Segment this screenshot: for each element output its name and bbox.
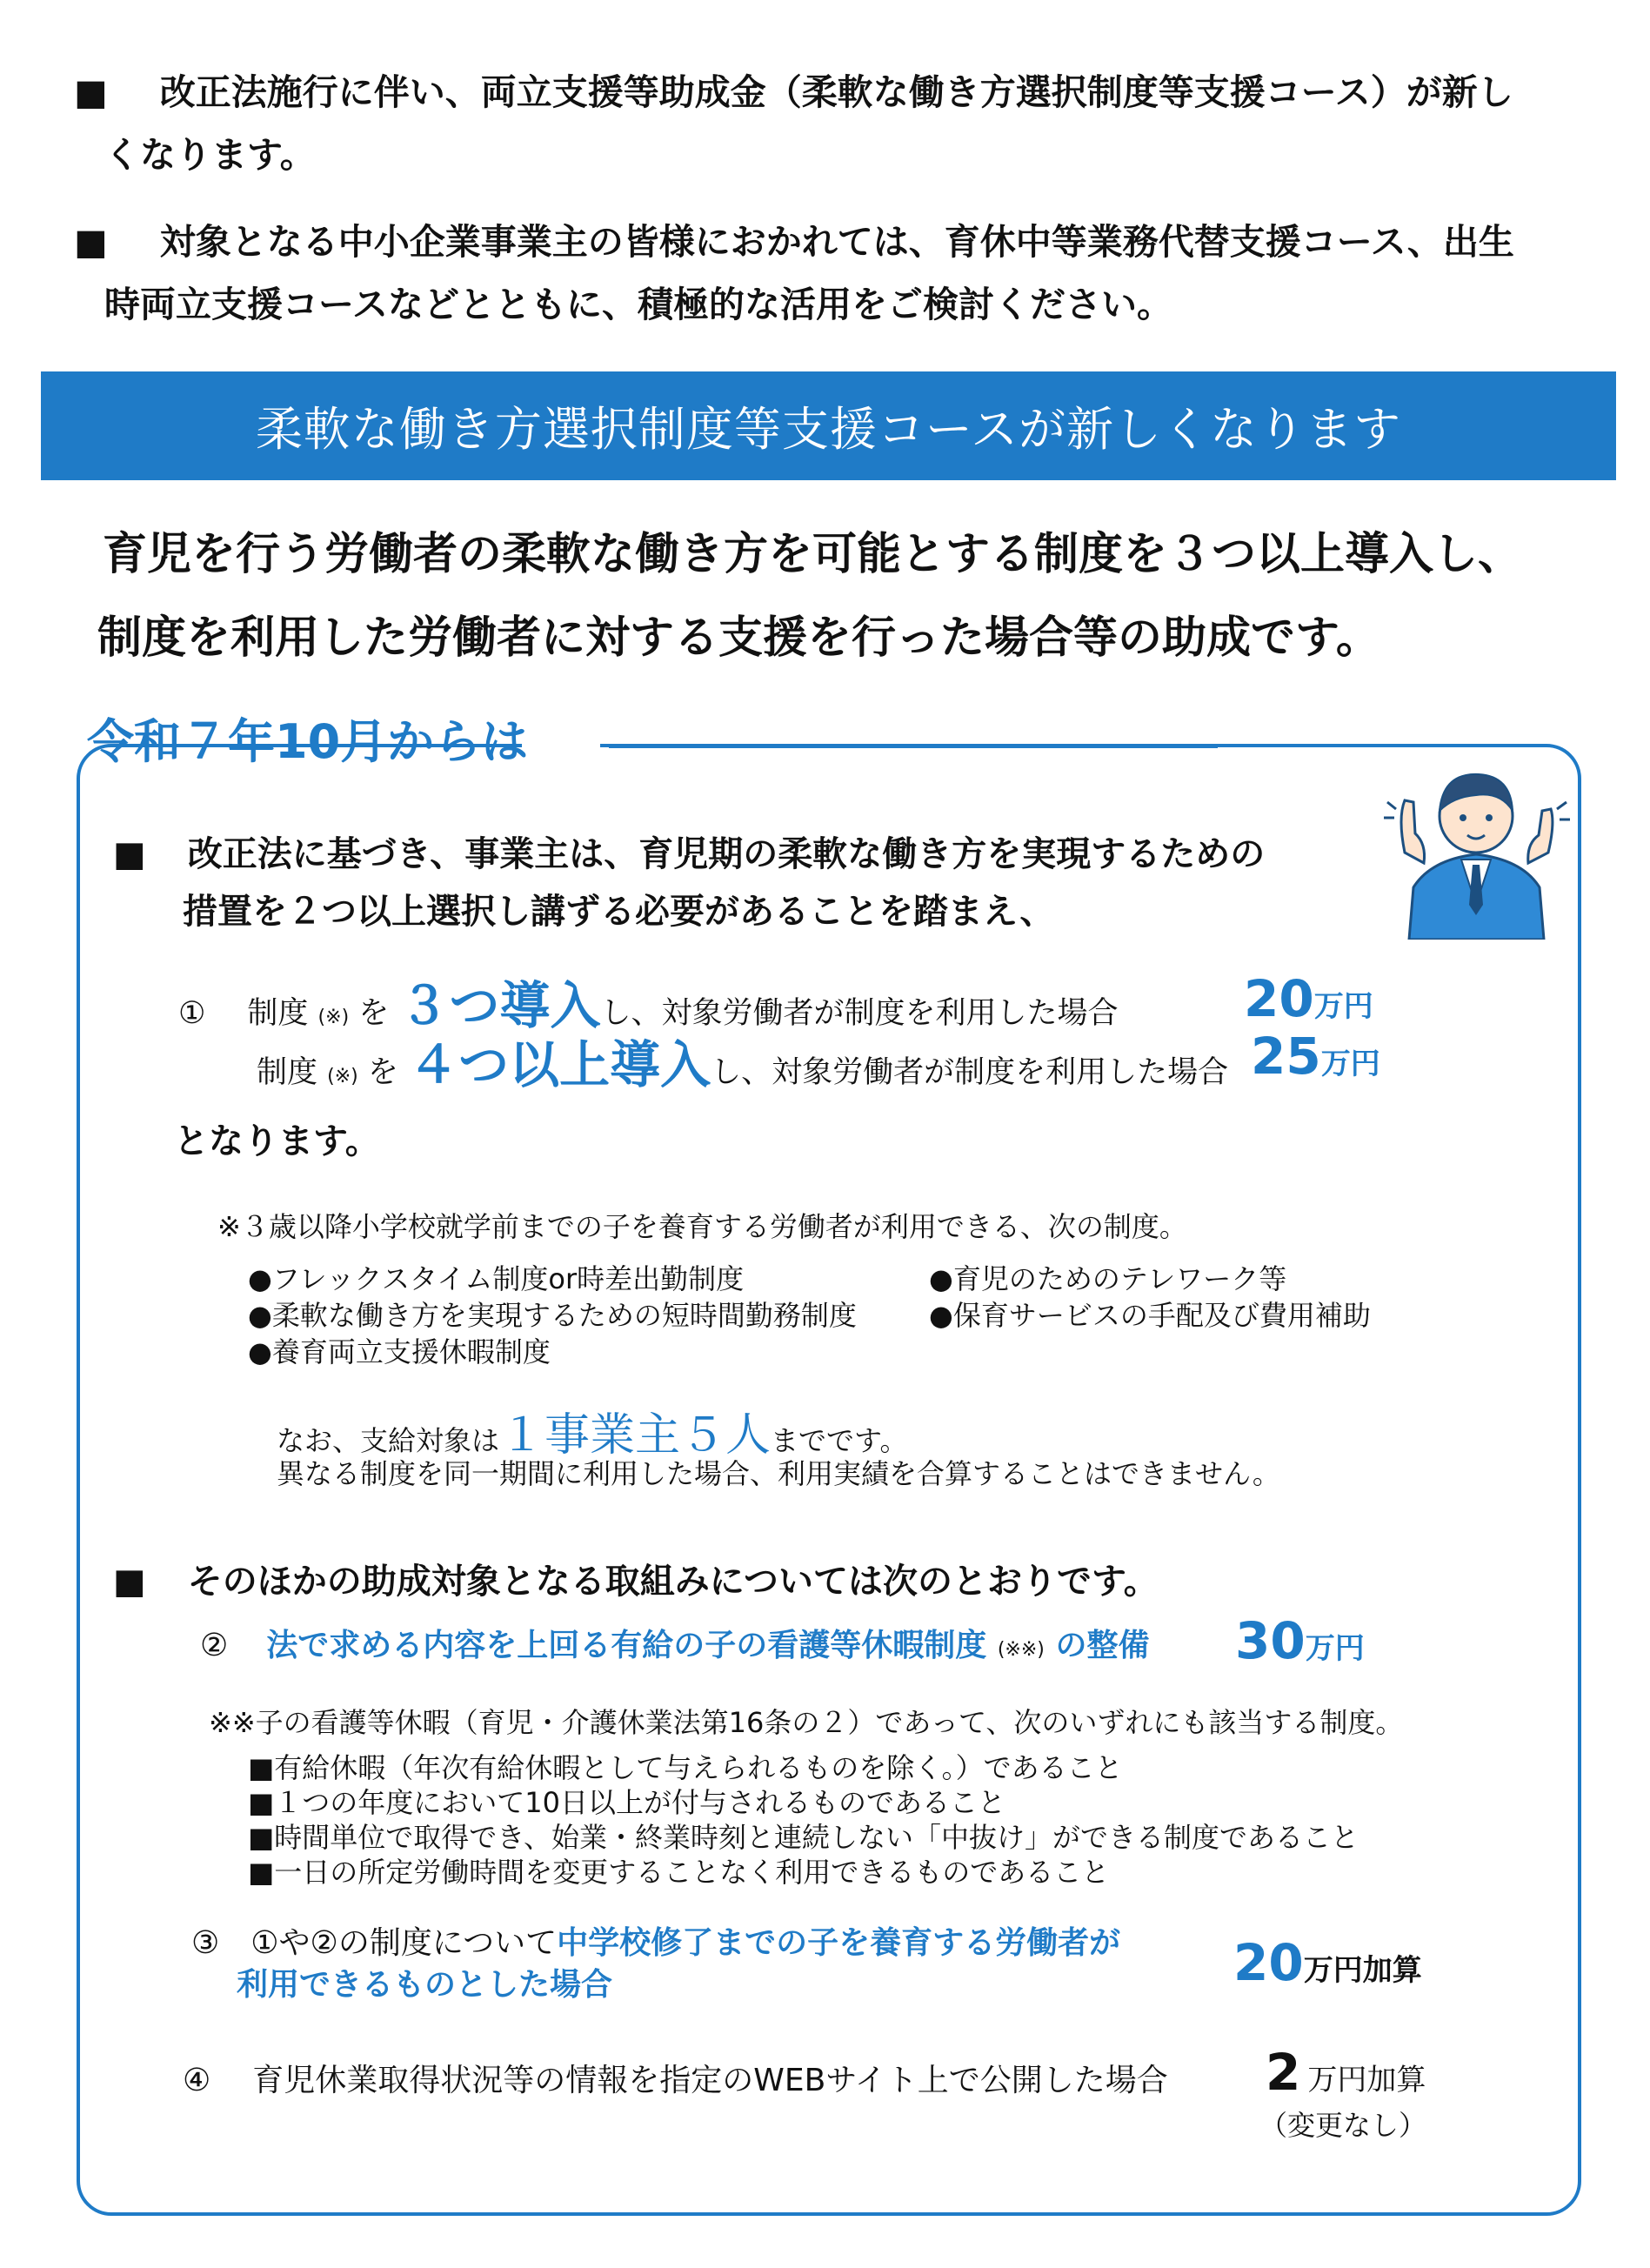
item2-text: 法で求める内容を上回る有給の子の看護等休暇制度: [266, 1628, 987, 1663]
item1-four-systems: ４つ以上導入: [408, 1035, 711, 1094]
item1-row1-amount: [1244, 969, 1373, 1028]
item1-row2: [257, 1037, 1228, 1105]
item1-note-mark: (※): [317, 1007, 350, 1028]
kango-note-head: ※※子の看護等休暇（育児・介護休業法第16条の２）であって、次のいずれにも該当する制度。: [209, 1706, 1404, 1739]
item1-seido-label: 制度: [247, 996, 309, 1031]
item2-amount-value: 30: [1235, 1611, 1306, 1670]
item4-unchanged: （変更なし）: [1259, 2109, 1427, 2142]
condition-1: ■有給休暇（年次有給休暇として与えられるものを除く。）であること: [248, 1751, 1123, 1784]
intro-paragraph-1-line-2: くなります。: [104, 134, 316, 176]
item4-text: 育児休業取得状況等の情報を指定のWEBサイト上で公開した場合: [252, 2063, 1168, 2098]
item2-amount: [1235, 1611, 1365, 1670]
item4-amount: [1266, 2043, 1426, 2102]
item4: [183, 2055, 1168, 2107]
section-title-rule: [609, 745, 1218, 748]
intro-paragraph-2: [74, 217, 1605, 266]
item3-amount-unit: 万円加算: [1303, 1953, 1422, 1988]
item1-number: ①: [178, 996, 206, 1031]
box-intro-line-1: 改正法に基づき、事業主は、育児期の柔軟な働き方を実現するための: [187, 834, 1266, 874]
item1-seido-label-2: 制度: [257, 1055, 318, 1090]
item2-number: ②: [200, 1628, 229, 1663]
course-banner: 柔軟な働き方選択制度等支援コースが新しくなります: [41, 371, 1616, 480]
businessman-illustration: [1379, 757, 1574, 940]
item2-amount-unit: 万円: [1305, 1631, 1365, 1666]
system-short-hours: ●柔軟な働き方を実現するための短時間勤務制度: [248, 1299, 857, 1332]
item2: [200, 1620, 1149, 1676]
item1-row1-text: し、対象労働者が制度を利用した場合: [600, 996, 1119, 1031]
intro-paragraph-2-cont: [104, 280, 1172, 329]
item1-row2-amount: [1251, 1027, 1380, 1086]
limit-post: までです。: [771, 1424, 908, 1457]
square-bullet: ■: [113, 834, 146, 874]
box-intro-line-2: 措置を２つ以上選択し講ずる必要があることを踏まえ、: [183, 892, 1055, 932]
intro-paragraph-2-line-2: 時両立支援コースなどとともに、積極的な活用をご検討ください。: [104, 284, 1172, 325]
item1-row2-text: し、対象労働者が制度を利用した場合: [711, 1055, 1229, 1090]
system-telework: ●育児のためのテレワーク等: [929, 1262, 1287, 1295]
condition-3: ■時間単位で取得でき、始業・終業時刻と連続しない「中抜け」ができる制度であること: [248, 1821, 1359, 1854]
item4-number: ④: [183, 2063, 211, 2098]
item1-wo: を: [358, 996, 390, 1031]
item1-row1-amount-unit: 万円: [1313, 989, 1373, 1024]
system-flextime: ●フレックスタイム制度or時差出勤制度: [248, 1262, 745, 1295]
item1-row2-amount-value: 25: [1251, 1027, 1321, 1086]
intro-paragraph-1-cont: [104, 130, 316, 179]
square-bullet: ■: [74, 221, 108, 263]
condition-4: ■一日の所定労働時間を変更することなく利用できるものであること: [248, 1856, 1110, 1889]
square-bullet: ■: [113, 1562, 146, 1602]
intro-paragraph-1: [74, 68, 1605, 117]
lead-line-1: 育児を行う労働者の柔軟な働き方を可能とする制度を３つ以上導入し、: [103, 529, 1523, 580]
intro-paragraph-2-line-1: 対象となる中小企業事業主の皆様におかれては、育休中等業務代替支援コース、出生: [159, 221, 1514, 263]
item4-amount-value: 2: [1266, 2043, 1301, 2102]
box-intro-cont: [183, 884, 1054, 940]
square-bullet: ■: [74, 71, 108, 113]
lead-text: [97, 513, 1523, 680]
lead-line-2: 制度を利用した労働者に対する支援を行った場合等の助成です。: [97, 612, 1380, 664]
item3-pre: ①や②の制度について: [251, 1925, 558, 1961]
item1-row2-amount-unit: 万円: [1320, 1047, 1380, 1081]
item3-number: ③: [191, 1925, 220, 1961]
other-head: [113, 1554, 1159, 1609]
item3-amount: [1233, 1933, 1422, 1992]
item1-row1-amount-value: 20: [1244, 969, 1314, 1028]
intro-paragraph-1-line-1: 改正法施行に伴い、両立支援等助成金（柔軟な働き方選択制度等支援コース）が新し: [159, 71, 1513, 113]
system-childcare-service: ●保育サービスの手配及び費用補助: [929, 1299, 1371, 1332]
section-title: 令和７年10月からは: [87, 714, 529, 769]
item2-note-mark: (※※): [997, 1639, 1045, 1661]
box-border-gap: [522, 735, 600, 753]
limit-emph: １事業主５人: [499, 1409, 772, 1462]
system-leave: ●養育両立支援休暇制度: [248, 1335, 551, 1368]
item3-line-2: 利用できるものとした場合: [237, 1967, 613, 2003]
limit-line-2: 異なる制度を同一期間に利用した場合、利用実績を合算することはできません。: [277, 1457, 1280, 1490]
item4-amount-unit: 万円加算: [1307, 2063, 1426, 2097]
condition-2: ■１つの年度において10日以上が付与されるものであること: [248, 1786, 1005, 1819]
item3-amount-value: 20: [1233, 1933, 1304, 1992]
systems-note-head: ※３歳以降小学校就学前までの子を養育する労働者が利用できる、次の制度。: [217, 1210, 1187, 1243]
item3-emph-1: 中学校修了までの子を養育する労働者が: [557, 1925, 1121, 1961]
other-head-text: そのほかの助成対象となる取組みについては次のとおりです。: [187, 1562, 1159, 1602]
limit-pre: なお、支給対象は: [277, 1424, 500, 1457]
tonarimasu: となります。: [174, 1121, 380, 1161]
item2-text-post: の整備: [1055, 1628, 1150, 1663]
box-intro: [113, 826, 1265, 882]
item1-note-mark-2: (※): [327, 1066, 358, 1087]
item1-wo-2: を: [367, 1055, 398, 1090]
item1-three-systems: ３つ導入: [398, 976, 601, 1035]
